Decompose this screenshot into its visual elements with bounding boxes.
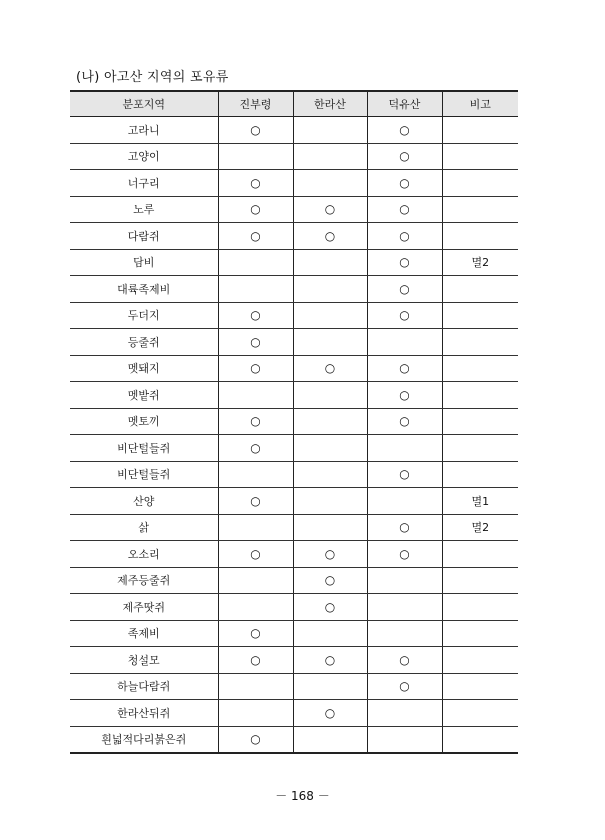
hallasan-mark-cell xyxy=(293,302,367,329)
species-name-cell: 흰넓적다리붉은쥐 xyxy=(70,726,218,753)
table-row xyxy=(70,329,518,356)
deogyusan-mark-cell: ○ xyxy=(367,647,442,674)
note-cell xyxy=(442,594,518,621)
note-cell xyxy=(442,329,518,356)
hallasan-mark-cell xyxy=(293,382,367,409)
table-row xyxy=(70,647,518,674)
table-row xyxy=(70,355,518,382)
table-row xyxy=(70,461,518,488)
deogyusan-mark-cell: ○ xyxy=(367,673,442,700)
jinburyeong-mark-cell xyxy=(218,276,293,303)
hallasan-mark-cell: ○ xyxy=(293,196,367,223)
jinburyeong-mark-cell: ○ xyxy=(218,355,293,382)
species-name-cell: 너구리 xyxy=(70,170,218,197)
deogyusan-mark-cell: ○ xyxy=(367,461,442,488)
table-row xyxy=(70,594,518,621)
note-cell xyxy=(442,726,518,753)
jinburyeong-mark-cell: ○ xyxy=(218,117,293,144)
deogyusan-mark-cell: ○ xyxy=(367,408,442,435)
hallasan-mark-cell: ○ xyxy=(293,594,367,621)
species-name-cell: 다람쥐 xyxy=(70,223,218,250)
note-cell xyxy=(442,647,518,674)
species-name-cell: 고양이 xyxy=(70,143,218,170)
note-cell xyxy=(442,223,518,250)
jinburyeong-mark-cell xyxy=(218,594,293,621)
note-cell xyxy=(442,276,518,303)
deogyusan-mark-cell: ○ xyxy=(367,196,442,223)
deogyusan-mark-cell xyxy=(367,567,442,594)
note-cell: 멸2 xyxy=(442,514,518,541)
jinburyeong-mark-cell xyxy=(218,249,293,276)
jinburyeong-mark-cell xyxy=(218,514,293,541)
deogyusan-mark-cell xyxy=(367,594,442,621)
jinburyeong-mark-cell: ○ xyxy=(218,170,293,197)
hallasan-mark-cell: ○ xyxy=(293,541,367,568)
hallasan-mark-cell xyxy=(293,143,367,170)
jinburyeong-mark-cell: ○ xyxy=(218,647,293,674)
deogyusan-mark-cell: ○ xyxy=(367,223,442,250)
table-row xyxy=(70,408,518,435)
hallasan-mark-cell: ○ xyxy=(293,700,367,727)
table-header-row xyxy=(70,91,518,117)
species-name-cell: 족제비 xyxy=(70,620,218,647)
table-row xyxy=(70,196,518,223)
species-name-cell: 대륙족제비 xyxy=(70,276,218,303)
header-deogyusan: 덕유산 xyxy=(367,91,442,117)
hallasan-mark-cell xyxy=(293,673,367,700)
table-row xyxy=(70,541,518,568)
note-cell xyxy=(442,355,518,382)
species-name-cell: 멧밭쥐 xyxy=(70,382,218,409)
jinburyeong-mark-cell xyxy=(218,567,293,594)
table-row xyxy=(70,488,518,515)
hallasan-mark-cell xyxy=(293,488,367,515)
jinburyeong-mark-cell: ○ xyxy=(218,329,293,356)
hallasan-mark-cell xyxy=(293,117,367,144)
species-name-cell: 산양 xyxy=(70,488,218,515)
note-cell xyxy=(442,196,518,223)
deogyusan-mark-cell: ○ xyxy=(367,541,442,568)
hallasan-mark-cell: ○ xyxy=(293,647,367,674)
header-note: 비고 xyxy=(442,91,518,117)
table-row xyxy=(70,249,518,276)
jinburyeong-mark-cell: ○ xyxy=(218,726,293,753)
deogyusan-mark-cell: ○ xyxy=(367,276,442,303)
note-cell xyxy=(442,461,518,488)
table-row xyxy=(70,514,518,541)
note-cell xyxy=(442,541,518,568)
hallasan-mark-cell: ○ xyxy=(293,355,367,382)
jinburyeong-mark-cell: ○ xyxy=(218,541,293,568)
table-row xyxy=(70,567,518,594)
deogyusan-mark-cell: ○ xyxy=(367,355,442,382)
page-number: － 168 － xyxy=(275,789,330,803)
hallasan-mark-cell: ○ xyxy=(293,567,367,594)
note-cell xyxy=(442,408,518,435)
note-cell xyxy=(442,170,518,197)
hallasan-mark-cell xyxy=(293,514,367,541)
species-name-cell: 비단털들쥐 xyxy=(70,461,218,488)
jinburyeong-mark-cell xyxy=(218,382,293,409)
species-name-cell: 멧돼지 xyxy=(70,355,218,382)
section-title: (나) 아고산 지역의 포유류 xyxy=(76,70,229,85)
table-row xyxy=(70,302,518,329)
jinburyeong-mark-cell: ○ xyxy=(218,620,293,647)
table-row xyxy=(70,673,518,700)
jinburyeong-mark-cell xyxy=(218,461,293,488)
species-name-cell: 청설모 xyxy=(70,647,218,674)
hallasan-mark-cell: ○ xyxy=(293,223,367,250)
deogyusan-mark-cell: ○ xyxy=(367,302,442,329)
table-row xyxy=(70,170,518,197)
note-cell xyxy=(442,302,518,329)
note-cell: 멸1 xyxy=(442,488,518,515)
species-name-cell: 고라니 xyxy=(70,117,218,144)
jinburyeong-mark-cell xyxy=(218,143,293,170)
deogyusan-mark-cell xyxy=(367,620,442,647)
note-cell xyxy=(442,143,518,170)
hallasan-mark-cell xyxy=(293,408,367,435)
header-hallasan: 한라산 xyxy=(293,91,367,117)
hallasan-mark-cell xyxy=(293,329,367,356)
jinburyeong-mark-cell: ○ xyxy=(218,488,293,515)
jinburyeong-mark-cell xyxy=(218,673,293,700)
note-cell xyxy=(442,567,518,594)
species-name-cell: 제주등줄쥐 xyxy=(70,567,218,594)
hallasan-mark-cell xyxy=(293,726,367,753)
jinburyeong-mark-cell: ○ xyxy=(218,223,293,250)
note-cell xyxy=(442,117,518,144)
hallasan-mark-cell xyxy=(293,170,367,197)
species-name-cell: 멧토끼 xyxy=(70,408,218,435)
note-cell: 멸2 xyxy=(442,249,518,276)
species-name-cell: 한라산뒤쥐 xyxy=(70,700,218,727)
deogyusan-mark-cell: ○ xyxy=(367,143,442,170)
jinburyeong-mark-cell: ○ xyxy=(218,408,293,435)
table-row xyxy=(70,223,518,250)
hallasan-mark-cell xyxy=(293,620,367,647)
species-name-cell: 삵 xyxy=(70,514,218,541)
table-row xyxy=(70,726,518,753)
species-name-cell: 제주땃쥐 xyxy=(70,594,218,621)
hallasan-mark-cell xyxy=(293,435,367,462)
species-name-cell: 담비 xyxy=(70,249,218,276)
table-row xyxy=(70,620,518,647)
header-region: 분포지역 xyxy=(70,91,218,117)
note-cell xyxy=(442,382,518,409)
species-name-cell: 오소리 xyxy=(70,541,218,568)
header-jinburyeong: 진부령 xyxy=(218,91,293,117)
table-row xyxy=(70,435,518,462)
note-cell xyxy=(442,435,518,462)
deogyusan-mark-cell xyxy=(367,488,442,515)
hallasan-mark-cell xyxy=(293,276,367,303)
species-name-cell: 비단털들쥐 xyxy=(70,435,218,462)
table-row xyxy=(70,276,518,303)
species-name-cell: 노루 xyxy=(70,196,218,223)
table-row xyxy=(70,382,518,409)
species-name-cell: 등줄쥐 xyxy=(70,329,218,356)
jinburyeong-mark-cell: ○ xyxy=(218,302,293,329)
note-cell xyxy=(442,700,518,727)
deogyusan-mark-cell xyxy=(367,726,442,753)
jinburyeong-mark-cell: ○ xyxy=(218,196,293,223)
deogyusan-mark-cell: ○ xyxy=(367,382,442,409)
jinburyeong-mark-cell xyxy=(218,700,293,727)
deogyusan-mark-cell xyxy=(367,435,442,462)
jinburyeong-mark-cell: ○ xyxy=(218,435,293,462)
hallasan-mark-cell xyxy=(293,461,367,488)
table-row xyxy=(70,700,518,727)
hallasan-mark-cell xyxy=(293,249,367,276)
table-row xyxy=(70,117,518,144)
note-cell xyxy=(442,620,518,647)
deogyusan-mark-cell: ○ xyxy=(367,170,442,197)
deogyusan-mark-cell: ○ xyxy=(367,514,442,541)
table-row xyxy=(70,143,518,170)
species-name-cell: 하늘다람쥐 xyxy=(70,673,218,700)
deogyusan-mark-cell xyxy=(367,700,442,727)
deogyusan-mark-cell xyxy=(367,329,442,356)
species-name-cell: 두더지 xyxy=(70,302,218,329)
deogyusan-mark-cell: ○ xyxy=(367,249,442,276)
mammal-distribution-table xyxy=(70,90,518,754)
deogyusan-mark-cell: ○ xyxy=(367,117,442,144)
note-cell xyxy=(442,673,518,700)
